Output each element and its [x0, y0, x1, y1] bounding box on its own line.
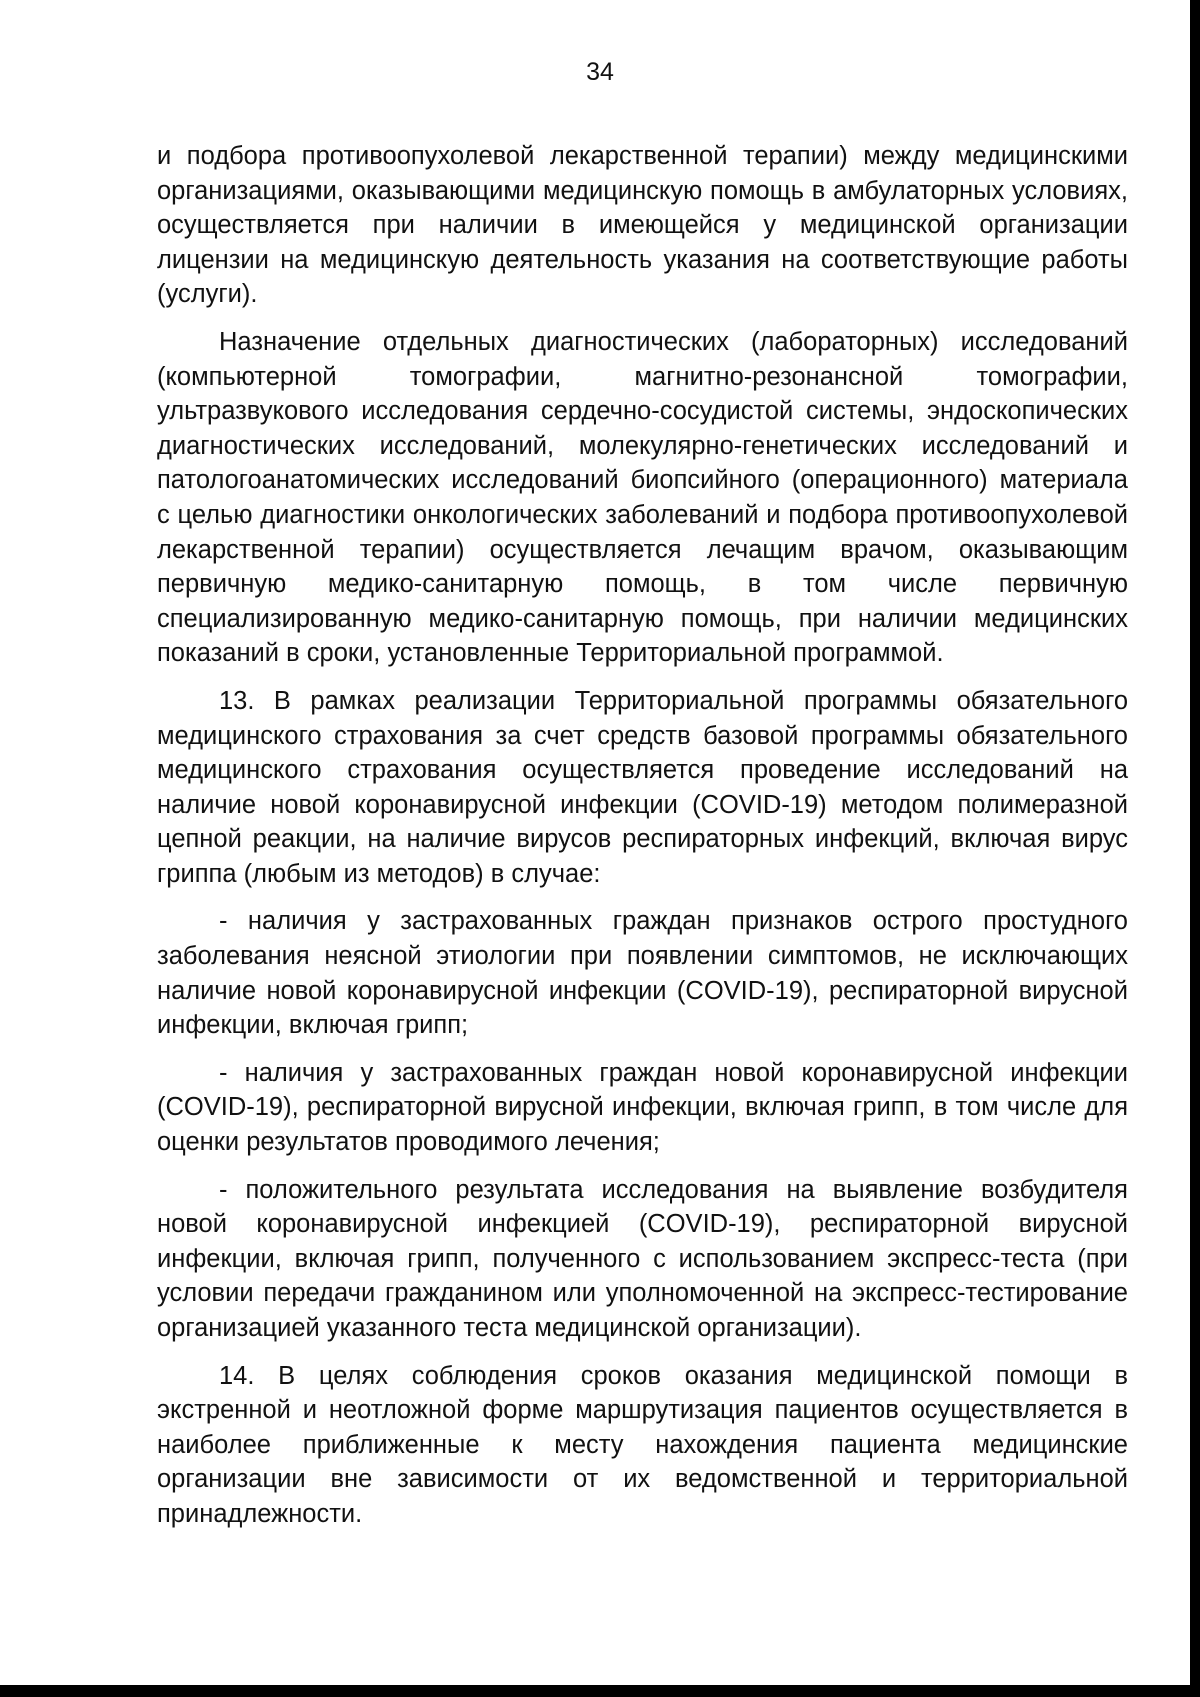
paragraph-diagnostics-assignment: Назначение отдельных диагностических (лабораторных) исследований (компьютерной томографии, магнитно-резонансной томографии, ультразвукового исследования сердечно-сосудистой системы, эндоскопических диагностических исследований, молекулярно-генетических исследований и патологоанатомических исследований биопсийного (операционного) материала с целью диагностики онкологических заболеваний и подбора противоопухолевой лекарственной терапии) осуществляется лечащим врачом, оказывающим первичную медико-санитарную помощь, в том числе первичную специализированную медико-санитарную помощь, при наличии медицинских показаний в сроки, установленные Территориальной программой.: [157, 327, 1128, 668]
scan-bottom-border: [0, 1685, 1200, 1697]
document-body: [157, 139, 1128, 1545]
list-item-positive-test: - положительного результата исследования на выявление возбудителя новой коронавирусной инфекцией (COVID-19), респираторной вирусной инфекции, включая грипп, полученного с использованием экспресс-теста (при условии передачи гражданином или уполномоченной на экспресс-тестирование организацией указанного теста медицинской организации).: [157, 1175, 1128, 1342]
paragraph-item-14: 14. В целях соблюдения сроков оказания медицинской помощи в экстренной и неотложной форме маршрутизация пациентов осуществляется в наиболее приближенные к месту нахождения пациента медицинские организации вне зависимости от их ведомственной и территориальной принадлежности.: [157, 1361, 1128, 1528]
paragraph-item-13: 13. В рамках реализации Территориальной программы обязательного медицинского страхования за счет средств базовой программы обязательного медицинского страхования осуществляется проведение исследований на наличие новой коронавирусной инфекции (COVID-19) методом полимеразной цепной реакции, на наличие вирусов респираторных инфекций, включая вирус гриппа (любым из методов) в случае:: [157, 686, 1128, 888]
scan-right-border: [1190, 0, 1200, 1697]
page-number: 34: [586, 58, 614, 86]
list-item-acute-illness: - наличия у застрахованных граждан признаков острого простудного заболевания неясной этиологии при появлении симптомов, не исключающих наличие новой коронавирусной инфекции (COVID-19), респираторной вирусной инфекции, включая грипп;: [157, 907, 1128, 1040]
paragraph-continuation: и подбора противоопухолевой лекарственной терапии) между медицинскими организациями, оказывающими медицинскую помощь в амбулаторных условиях, осуществляется при наличии в имеющейся у медицинской организации лицензии на медицинскую деятельность указания на соответствующие работы (услуги).: [157, 142, 1128, 309]
list-item-covid-presence: - наличия у застрахованных граждан новой коронавирусной инфекции (COVID-19), респираторной вирусной инфекции, включая грипп, в том числе для оценки результатов проводимого лечения;: [157, 1058, 1128, 1157]
